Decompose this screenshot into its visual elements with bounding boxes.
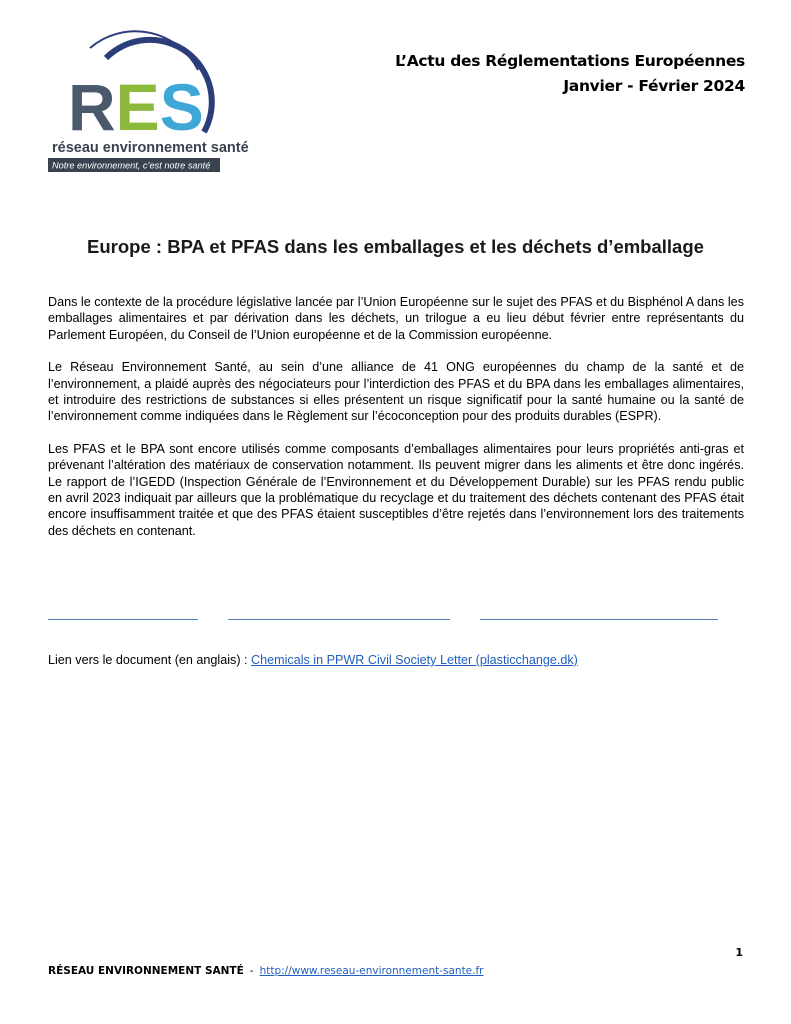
logo-letters (68, 70, 204, 144)
footer-website-link[interactable]: http://www.reseau-environnement-sante.fr (259, 965, 484, 977)
document-link-label: Lien vers le document (en anglais) : (48, 653, 252, 667)
res-logo (46, 40, 249, 175)
paragraph-1: Dans le contexte de la procédure législative lancée par l’Union Européenne sur le sujet des PFAS et du Bisphénol A dans les emballages alimentaires et par dérivation dans les déchets, un trilogue a eu lieu début février entre représentants du Parlement Européen, du Conseil de l’Union européenne et de la Commission européenne. (48, 295, 744, 342)
divider-segment-2 (228, 619, 450, 620)
newsletter-period: Janvier - Février 2024 (563, 77, 745, 95)
logo-name: réseau environnement santé (52, 140, 249, 156)
footer-separator: - (249, 965, 254, 977)
logo-letter-r: R (68, 70, 116, 144)
res-logo-graphic (46, 40, 249, 175)
article-body (48, 294, 744, 555)
newsletter-header (395, 49, 745, 99)
divider-segment-1 (48, 619, 198, 620)
document-link-line (48, 653, 578, 667)
newsletter-title: L’Actu des Réglementations Européennes (395, 52, 745, 70)
page-footer (48, 965, 484, 977)
paragraph-2: Le Réseau Environnement Santé, au sein d’une alliance de 41 ONG européennes du champ de la santé et de l’environnement, a plaidé auprès des négociateurs pour l’interdiction des PFAS et du BPA dans les emballages alimentaires, et introduire des restrictions de substances si elles présentent un risque significatif pour la santé humaine ou la santé de l’environnement comme indiquées dans le Règlement sur l’écoconception pour des produits durables (ESPR). (48, 360, 744, 424)
paragraph-3: Les PFAS et le BPA sont encore utilisés comme composants d’emballages alimentaires pour leurs propriétés anti-gras et prévenant l’altération des matériaux de conservation notamment. Ils peuvent migrer dans les aliments et être donc ingérés. Le rapport de l’IGEDD (Inspection Générale de l’Environnement et du Développement Durable) sur les PFAS rendu public en avril 2023 indiquait par ailleurs que la problématique du recyclage et du traitement des déchets contenant des PFAS était encore insuffisamment traitée et que des PFAS étaient susceptibles d’être rejetés dans l’environnement lors des traitements des déchets en contenant. (48, 441, 744, 538)
article-title: Europe : BPA et PFAS dans les emballages et les déchets d’emballage (87, 236, 704, 257)
logo-tagline: Notre environnement, c’est notre santé (52, 160, 211, 171)
logo-letter-s: S (159, 70, 204, 144)
logo-letter-e: E (115, 70, 160, 144)
document-link[interactable]: Chemicals in PPWR Civil Society Letter (plasticchange.dk) (251, 653, 578, 667)
footer-org: RÉSEAU ENVIRONNEMENT SANTÉ (48, 965, 244, 977)
divider-segment-3 (480, 619, 718, 620)
page-number: 1 (735, 946, 743, 959)
